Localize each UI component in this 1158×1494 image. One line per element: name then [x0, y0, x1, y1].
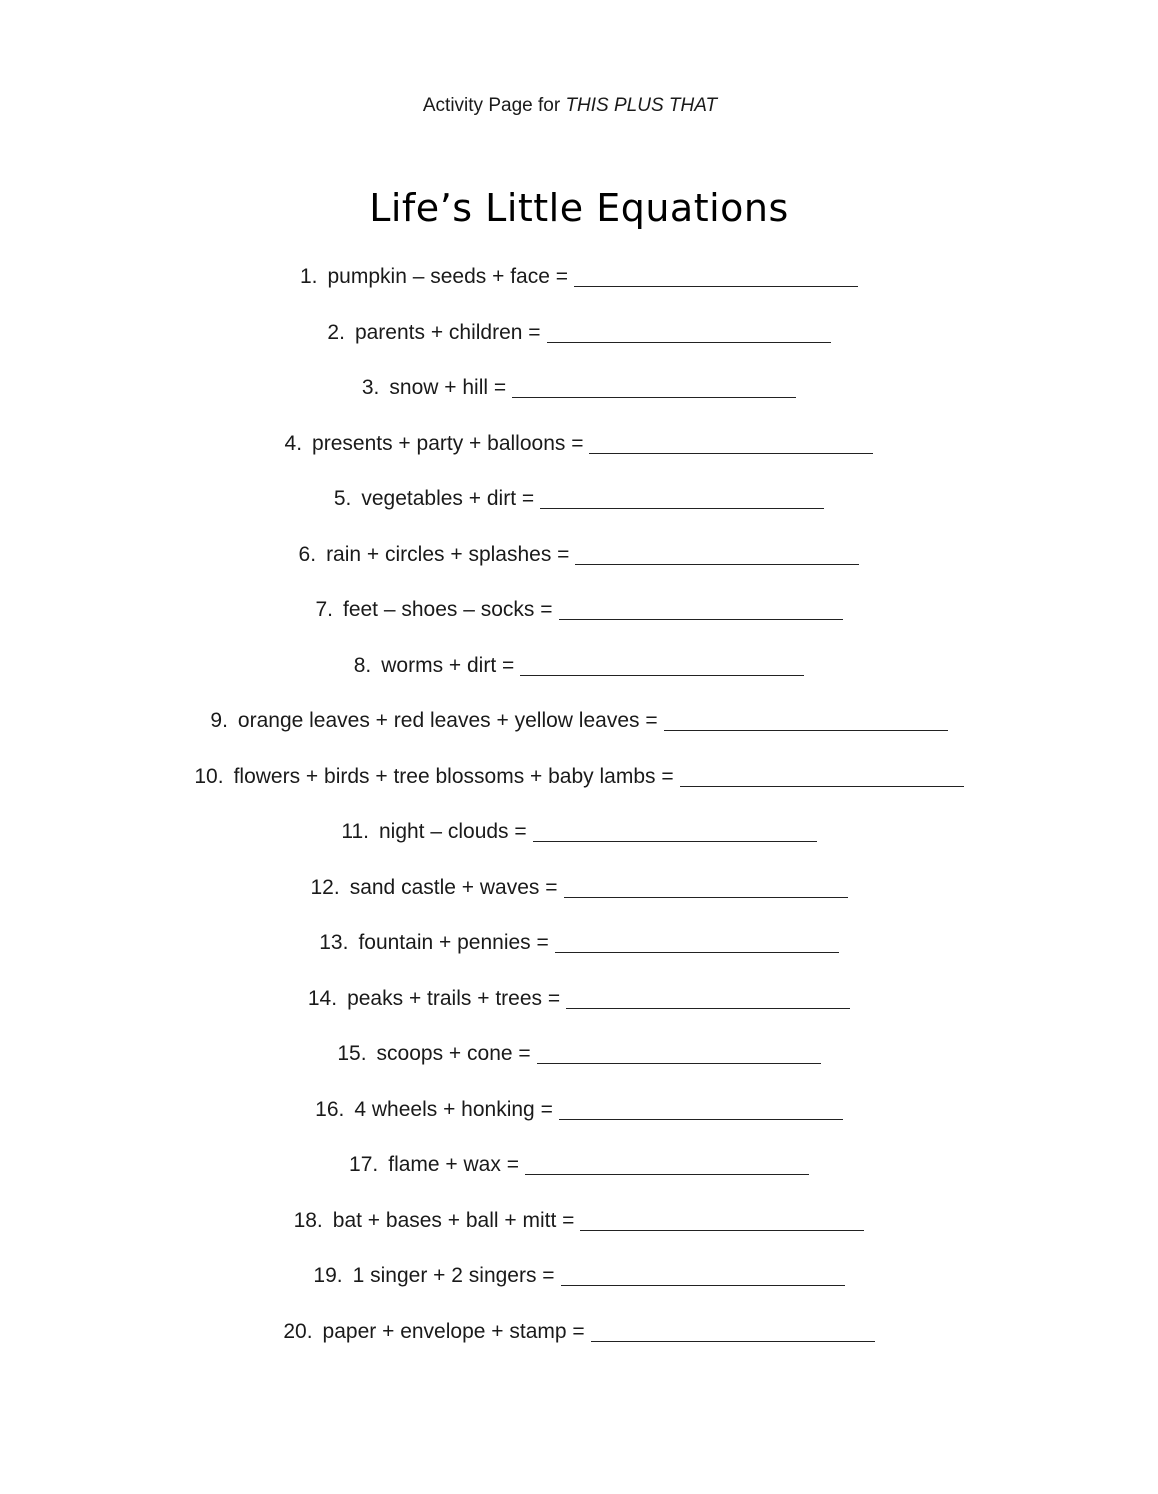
- equation-text: presents + party + balloons =: [312, 431, 584, 455]
- equation-text: sand castle + waves =: [349, 875, 558, 899]
- equation-item: [0, 431, 1158, 487]
- equation-item: [0, 1319, 1158, 1375]
- answer-blank[interactable]: [537, 1041, 821, 1064]
- equation-text: 1 singer + 2 singers =: [352, 1264, 555, 1287]
- equation-text: bat + bases + ball + mitt =: [332, 1208, 575, 1232]
- answer-blank[interactable]: [512, 375, 796, 398]
- equation-item: [0, 542, 1158, 598]
- equation-item: [0, 1097, 1158, 1153]
- answer-blank[interactable]: [589, 431, 873, 454]
- equation-item: [0, 819, 1158, 875]
- equation-text: night – clouds =: [378, 820, 527, 843]
- answer-blank[interactable]: [664, 708, 948, 731]
- equation-item: [0, 375, 1158, 431]
- equation-item: [0, 875, 1158, 931]
- answer-blank[interactable]: [591, 1319, 875, 1342]
- equation-number: 17.: [349, 1153, 379, 1176]
- equation-text: 4 wheels + honking =: [354, 1097, 553, 1121]
- equation-item: [0, 986, 1158, 1042]
- equation-number: 14.: [307, 986, 338, 1010]
- answer-blank[interactable]: [559, 1097, 843, 1120]
- answer-blank[interactable]: [566, 986, 850, 1009]
- equation-item: [0, 764, 1158, 820]
- equation-item: [0, 1208, 1158, 1264]
- equation-text: worms + dirt =: [381, 653, 515, 677]
- equation-text: pumpkin – seeds + face =: [327, 265, 568, 288]
- answer-blank[interactable]: [561, 1263, 845, 1286]
- equation-number: 19.: [313, 1264, 343, 1287]
- equation-number: 3.: [361, 376, 380, 399]
- answer-blank[interactable]: [533, 819, 817, 842]
- equation-number: 13.: [319, 931, 349, 954]
- answer-blank[interactable]: [547, 320, 831, 343]
- equation-number: 12.: [310, 875, 340, 899]
- equation-number: 16.: [315, 1097, 345, 1121]
- equation-item: [0, 1263, 1158, 1319]
- equation-list: [0, 264, 1158, 1374]
- equation-text: scoops + cone =: [376, 1042, 531, 1065]
- equation-item: [0, 486, 1158, 542]
- equation-number: 1.: [299, 265, 318, 288]
- page-title: Life’s Little Equations: [369, 186, 789, 230]
- equation-number: 8.: [353, 653, 372, 677]
- page-header: [0, 94, 1140, 118]
- equation-number: 4.: [284, 431, 303, 455]
- equation-text: orange leaves + red leaves + yellow leaves =: [237, 709, 658, 732]
- equation-text: parents + children =: [354, 320, 541, 344]
- equation-item: [0, 1152, 1158, 1208]
- equation-item: [0, 930, 1158, 986]
- equation-text: flame + wax =: [388, 1153, 519, 1176]
- answer-blank[interactable]: [555, 930, 839, 953]
- equation-number: 9.: [210, 709, 228, 732]
- equation-item: [0, 653, 1158, 709]
- answer-blank[interactable]: [680, 764, 964, 787]
- equation-number: 20.: [283, 1319, 313, 1343]
- answer-blank[interactable]: [525, 1152, 809, 1175]
- equation-text: vegetables + dirt =: [361, 487, 535, 510]
- equation-number: 18.: [293, 1208, 323, 1232]
- equation-text: fountain + pennies =: [358, 931, 549, 954]
- equation-number: 7.: [315, 598, 333, 621]
- equation-text: rain + circles + splashes =: [326, 542, 570, 566]
- answer-blank[interactable]: [574, 264, 858, 287]
- equation-text: flowers + birds + tree blossoms + baby lambs =: [233, 764, 674, 788]
- answer-blank[interactable]: [559, 597, 843, 620]
- equation-number: 5.: [333, 487, 352, 510]
- equation-item: [0, 1041, 1158, 1097]
- equation-number: 6.: [298, 542, 317, 566]
- answer-blank[interactable]: [580, 1208, 864, 1231]
- book-title: THIS PLUS THAT: [565, 95, 718, 116]
- answer-blank[interactable]: [540, 486, 824, 509]
- equation-text: peaks + trails + trees =: [347, 986, 561, 1010]
- answer-blank[interactable]: [564, 875, 848, 898]
- equation-item: [0, 708, 1158, 764]
- equation-number: 2.: [327, 320, 345, 344]
- equation-number: 10.: [194, 764, 224, 788]
- equation-number: 15.: [337, 1042, 367, 1065]
- answer-blank[interactable]: [520, 653, 804, 676]
- equation-number: 11.: [341, 820, 369, 843]
- equation-text: feet – shoes – socks =: [342, 598, 553, 621]
- equation-item: [0, 320, 1158, 376]
- equation-item: [0, 597, 1158, 653]
- equation-item: [0, 264, 1158, 320]
- equation-text: paper + envelope + stamp =: [322, 1319, 585, 1343]
- equation-text: snow + hill =: [389, 376, 507, 399]
- header-prefix: Activity Page for: [422, 95, 561, 116]
- answer-blank[interactable]: [575, 542, 859, 565]
